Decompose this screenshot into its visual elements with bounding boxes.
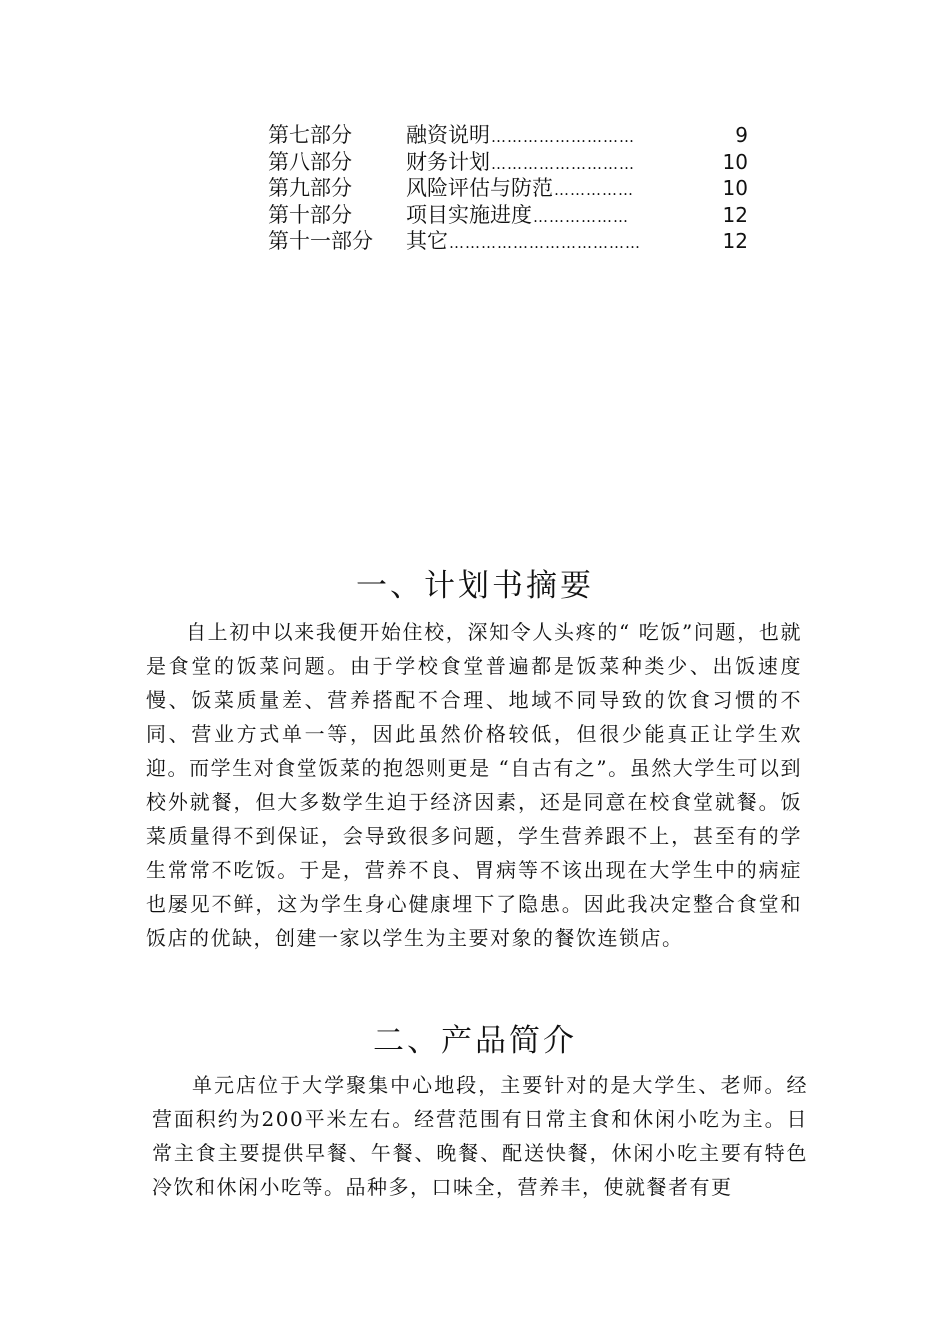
product-paragraph: 单元店位于大学聚集中心地段，主要针对的是大学生、老师。经营面积约为200平米左右。经营范围有日常主食和休闲小吃为主。日常主食主要提供早餐、午餐、晚餐、配送快餐，休闲小吃主要有特色冷饮和休闲小吃等。品种多，口味全，营养丰，使就餐者有更 [152, 1073, 808, 1199]
toc-page-number: 12 [722, 229, 748, 253]
toc-row-part-8 [268, 149, 748, 176]
toc-page-number: 12 [722, 202, 748, 227]
toc-page-number: 10 [722, 149, 748, 174]
toc-title: 风险评估与防范 [406, 176, 553, 200]
toc-dot-leader: ……………… [533, 207, 629, 226]
toc-dot-leader: ……………………… [491, 154, 635, 173]
toc-row-part-7 [268, 122, 748, 149]
toc-row-part-9 [268, 175, 748, 202]
toc-row-part-11 [268, 228, 748, 255]
toc-title: 财务计划 [406, 149, 490, 174]
toc-part-label: 第八部分 [268, 149, 352, 174]
toc-row-part-10 [268, 202, 748, 229]
toc-title: 其它 [406, 229, 448, 253]
toc-part-label: 第十部分 [268, 202, 352, 227]
toc-part-label: 第七部分 [268, 123, 352, 147]
summary-paragraph: 自上初中以来我便开始住校，深知令人头疼的“ 吃饭”问题，也就是食堂的饭菜问题。由于学校食堂普遍都是饭菜种类少、出饭速度慢、饭菜质量差、营养搭配不合理、地域不同导致的饮食习惯的不同、营业方式单一等，因此虽然价格较低，但很少能真正让学生欢迎。而学生对食堂饭菜的抱怨则更是 “自古有之”。虽然大学生可以到校外就餐，但大多数学生迫于经济因素，还是同意在校食堂就餐。饭菜质量得不到保证，会导致很多问题，学生营养跟不上，甚至有的学生常常不吃饭。于是，营养不良、胃病等不该出现在大学生中的病症也屡见不鲜，这为学生身心健康埋下了隐患。因此我决定整合食堂和饭店的优缺，创建一家以学生为主要对象的餐饮连锁店。 [146, 620, 802, 950]
toc-dot-leader: ……………………………… [449, 234, 641, 252]
toc-dot-leader: ……………………… [491, 128, 635, 146]
section-heading-summary: 一、计划书摘要 [356, 568, 594, 604]
table-of-contents [268, 122, 748, 255]
toc-page-number: 9 [735, 123, 748, 147]
toc-dot-leader: …………… [554, 181, 634, 199]
toc-part-label: 第九部分 [268, 176, 352, 200]
toc-part-label: 第十一部分 [268, 229, 373, 253]
toc-page-number: 10 [722, 176, 748, 200]
toc-title: 项目实施进度 [406, 202, 532, 227]
section-heading-product: 二、产品简介 [373, 1023, 577, 1059]
toc-title: 融资说明 [406, 123, 490, 147]
